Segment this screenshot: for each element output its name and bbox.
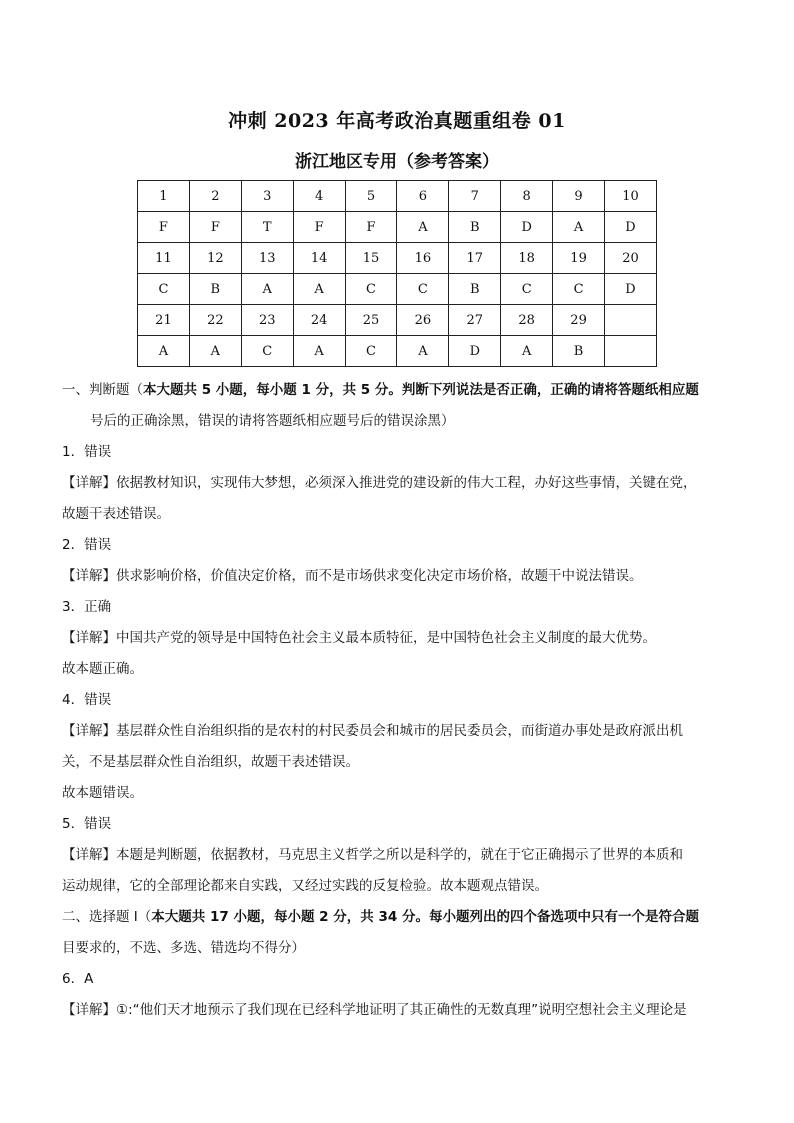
- item-4-line-1: 【详解】基层群众性自治组织指的是农村的村民委员会和城市的居民委员会，而街道办事处是政府派出机: [62, 723, 683, 739]
- answer-table-cell: F: [138, 212, 190, 243]
- item-1-head: 1．错误: [62, 444, 112, 460]
- answer-table-cell: D: [605, 212, 657, 243]
- item-4-line-3: 故本题错误。: [62, 785, 143, 801]
- page-subtitle: 浙江地区专用（参考答案）: [295, 152, 499, 172]
- answer-table-cell: C: [397, 274, 449, 305]
- answer-table-cell: A: [293, 336, 345, 367]
- answer-table-cell: D: [449, 336, 501, 367]
- answer-table-cell: 15: [345, 243, 397, 274]
- answer-table-cell: C: [241, 336, 293, 367]
- answer-table-cell: [605, 336, 657, 367]
- answer-table: [137, 180, 657, 367]
- item-6-head: 6．A: [62, 971, 94, 987]
- answer-table-cell: A: [553, 212, 605, 243]
- item-4-line-2: 关，不是基层群众性自治组织，故题干表述错误。: [62, 754, 359, 770]
- answer-table-cell: A: [501, 336, 553, 367]
- answer-table-cell: F: [293, 212, 345, 243]
- item-2-line-1: 【详解】供求影响价格，价值决定价格，而不是市场供求变化决定市场价格，故题干中说法错误。: [62, 568, 643, 584]
- item-1-line-2: 故题干表述错误。: [62, 506, 170, 522]
- item-6-line-1: 【详解】①:“他们天才地预示了我们现在已经科学地证明了其正确性的无数真理”说明空想社会主义理论是: [62, 1002, 687, 1018]
- section1-title-lead: 一、判断题（: [62, 382, 143, 398]
- answer-table-cell: 3: [241, 181, 293, 212]
- answer-table-cell: D: [605, 274, 657, 305]
- answer-table-cell: T: [241, 212, 293, 243]
- answer-table-cell: 6: [397, 181, 449, 212]
- item-5-head: 5．错误: [62, 816, 112, 832]
- answer-table-cell: 11: [138, 243, 190, 274]
- answer-table-cell: 5: [345, 181, 397, 212]
- answer-table-cell: 27: [449, 305, 501, 336]
- answer-table-cell: 20: [605, 243, 657, 274]
- section1-title-bold: 本大题共 5 小题，每小题 1 分，共 5 分。判断下列说法是否正确，正确的请将答题纸相应题: [143, 382, 699, 398]
- answer-table-cell: 25: [345, 305, 397, 336]
- answer-table-cell: 17: [449, 243, 501, 274]
- answer-table-cell: 7: [449, 181, 501, 212]
- answer-table-cell: 1: [138, 181, 190, 212]
- answer-table-cell: F: [189, 212, 241, 243]
- answer-table-cell: A: [189, 336, 241, 367]
- answer-table-cell: B: [449, 212, 501, 243]
- section2-title-line2: 目要求的，不选、多选、错选均不得分）: [62, 940, 305, 956]
- answer-table-cell: 4: [293, 181, 345, 212]
- section2-title-bold: 本大题共 17 小题，每小题 2 分，共 34 分。每小题列出的四个备选项中只有一个是符合题: [151, 909, 699, 925]
- answer-table-cell: 28: [501, 305, 553, 336]
- answer-table-cell: F: [345, 212, 397, 243]
- item-4-head: 4．错误: [62, 692, 112, 708]
- answer-table-cell: B: [449, 274, 501, 305]
- answer-table-cell: 12: [189, 243, 241, 274]
- answer-table-cell: 18: [501, 243, 553, 274]
- section1-title-line2: 号后的正确涂黑，错误的请将答题纸相应题号后的错误涂黑）: [90, 413, 455, 429]
- answer-table-row: [138, 336, 657, 367]
- answer-table-cell: A: [397, 212, 449, 243]
- section2-title-lead: 二、选择题 I（: [62, 909, 152, 925]
- answer-table-cell: [605, 305, 657, 336]
- item-1-line-1: 【详解】依据教材知识，实现伟大梦想，必须深入推进党的建设新的伟大工程，办好这些事情，关键在党，: [62, 475, 697, 491]
- answer-table-cell: 14: [293, 243, 345, 274]
- answer-table-cell: 22: [189, 305, 241, 336]
- answer-explanations: [62, 375, 738, 1026]
- answer-table-cell: 10: [605, 181, 657, 212]
- section2-title: [62, 902, 738, 933]
- answer-table-cell: C: [553, 274, 605, 305]
- answer-table-row: [138, 181, 657, 212]
- section1-title: [62, 375, 738, 406]
- answer-table-cell: C: [501, 274, 553, 305]
- answer-table-cell: 21: [138, 305, 190, 336]
- answer-table-cell: 23: [241, 305, 293, 336]
- answer-table-cell: 29: [553, 305, 605, 336]
- answer-table-cell: B: [553, 336, 605, 367]
- answer-table-row: [138, 243, 657, 274]
- answer-table-cell: A: [138, 336, 190, 367]
- answer-table-cell: 9: [553, 181, 605, 212]
- answer-table-cell: 2: [189, 181, 241, 212]
- answer-table-cell: 19: [553, 243, 605, 274]
- answer-table-cell: C: [345, 274, 397, 305]
- answer-table-cell: 8: [501, 181, 553, 212]
- answer-table-row: [138, 305, 657, 336]
- answer-table-cell: D: [501, 212, 553, 243]
- item-3-line-1: 【详解】中国共产党的领导是中国特色社会主义最本质特征，是中国特色社会主义制度的最大优势。: [62, 630, 656, 646]
- item-5-line-2: 运动规律，它的全部理论都来自实践，又经过实践的反复检验。故本题观点错误。: [62, 878, 548, 894]
- answer-table-row: [138, 274, 657, 305]
- answer-table-cell: 26: [397, 305, 449, 336]
- answer-table-cell: C: [138, 274, 190, 305]
- answer-table-row: [138, 212, 657, 243]
- item-5-line-1: 【详解】本题是判断题，依据教材，马克思主义哲学之所以是科学的，就在于它正确揭示了世界的本质和: [62, 847, 683, 863]
- answer-table-cell: 13: [241, 243, 293, 274]
- item-3-head: 3．正确: [62, 599, 112, 615]
- answer-table-cell: A: [241, 274, 293, 305]
- answer-table-cell: B: [189, 274, 241, 305]
- answer-table-cell: 16: [397, 243, 449, 274]
- page-title: 冲刺 2023 年高考政治真题重组卷 01: [228, 110, 566, 132]
- answer-table-cell: C: [345, 336, 397, 367]
- item-3-line-2: 故本题正确。: [62, 661, 143, 677]
- answer-table-cell: 24: [293, 305, 345, 336]
- answer-table-cell: A: [397, 336, 449, 367]
- item-2-head: 2．错误: [62, 537, 112, 553]
- answer-table-cell: A: [293, 274, 345, 305]
